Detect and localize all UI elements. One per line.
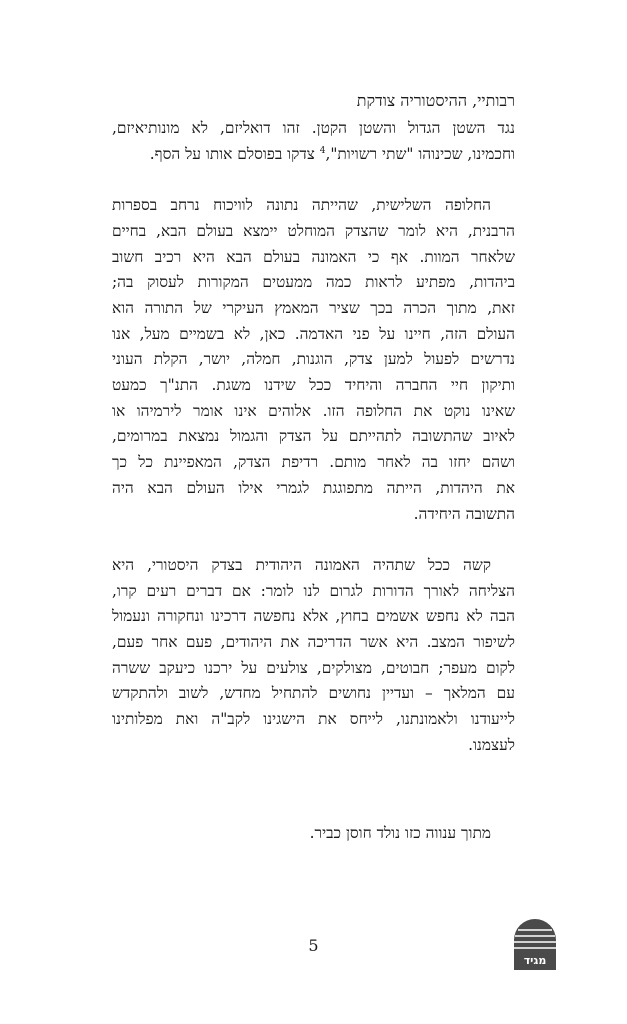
text-line: לייעודנו ולאמונתנו, לייחס את הישגינו לקב"ה ואת מפלותינו: [112, 710, 515, 729]
text-line: קשה ככל שתהיה האמונה היהודית בצדק היסטורי, היא: [112, 555, 491, 574]
closing-line: מתוך ענווה כזו נולד חוסן כביר.: [309, 824, 491, 842]
publisher-logo: [512, 918, 558, 970]
paragraph-1: [112, 116, 515, 167]
text-line: הרבנית, היא לומר שהצדק המוחלט יימצא בעולם הבא, בחיים: [112, 221, 515, 240]
text-line: הצליחה לאורך הדורות לגרום לנו לומר: אם דברים רעים קרו,: [112, 581, 515, 600]
text-line: את היהדות, הייתה מתפוגגת לגמרי אילו העולם הבא היה: [112, 478, 515, 497]
text-line: [112, 142, 515, 168]
running-head: רבותיי, ההיסטוריה צודקת: [356, 91, 515, 110]
text-line: הבה לא נחפש אשמים בחוץ, אלא נחפשה דרכינו ונחקורה ונעמול: [112, 607, 515, 626]
text-line: זאת, מתוך הכרה בכך שציר המאמץ העיקרי של התורה הוא: [112, 298, 515, 317]
text-line: נדרשים לפעול למען צדק, הוגנות, חמלה, יושר, הקלת העוני: [112, 350, 515, 369]
publisher-logo-label: מגיד: [523, 954, 547, 967]
text-line: לאיוב שהתשובה לתהייתם על הצדק והגמול נמצאת במרומים,: [112, 427, 515, 446]
paragraph-gap: [112, 167, 515, 193]
text-line-segment: צדקו בפוסלם אותו על הסף.: [149, 144, 315, 163]
text-line: נגד השטן הגדול והשטן הקטן. זהו דואליזם, לא מונותיאיזם,: [112, 119, 515, 137]
text-line: עם המלאך – ועדיין נחושים להתחיל מחדש, לשוב ולהתקדש: [112, 684, 515, 703]
text-line: החלופה השלישית, שהייתה נתונה לוויכוח נרחב בספרות: [112, 196, 491, 215]
text-line: לשיפור המצב. היא אשר הדריכה את היהודים, פעם אחר פעם,: [112, 633, 515, 652]
text-line-segment: וחכמינו, שכינוהו "שתי רשויות",: [325, 144, 515, 163]
text-line: ושהם יחזו בה לאחר מותם. רדיפת הצדק, המאפיינת כל כך: [112, 453, 515, 472]
text-line: לעצמנו.: [468, 735, 515, 754]
text-line: שאינו נוקט את החלופה הזו. אלוהים אינו אומר לירמיהו או: [112, 401, 515, 420]
paragraph-2: [112, 193, 515, 527]
paragraph-3: [112, 553, 515, 759]
text-line: לקום מעפר; חבוטים, מצולקים, צולעים על ירכנו כיעקב ששרה: [112, 658, 515, 677]
footnote-reference[interactable]: 4: [319, 145, 326, 156]
text-line: שלאחר המוות. אף כי האמונה בעולם הבא היא רכיב חשוב: [112, 247, 515, 266]
page-number: 5: [308, 936, 319, 955]
text-line: העולם הזה, חיינו על פני האדמה. כאן, לא בשמיים מעל, אנו: [112, 324, 515, 343]
text-line: ביהדות, מפתיע לראות כמה ממעטים המקורות לעסוק בה;: [112, 273, 515, 292]
text-line: התשובה היחידה.: [413, 504, 515, 523]
paragraph-gap: [112, 527, 515, 553]
body-text: [112, 116, 515, 759]
text-line: ותיקון חיי החברה והיחיד ככל שידנו משגת. התנ"ך כמעט: [112, 376, 515, 395]
